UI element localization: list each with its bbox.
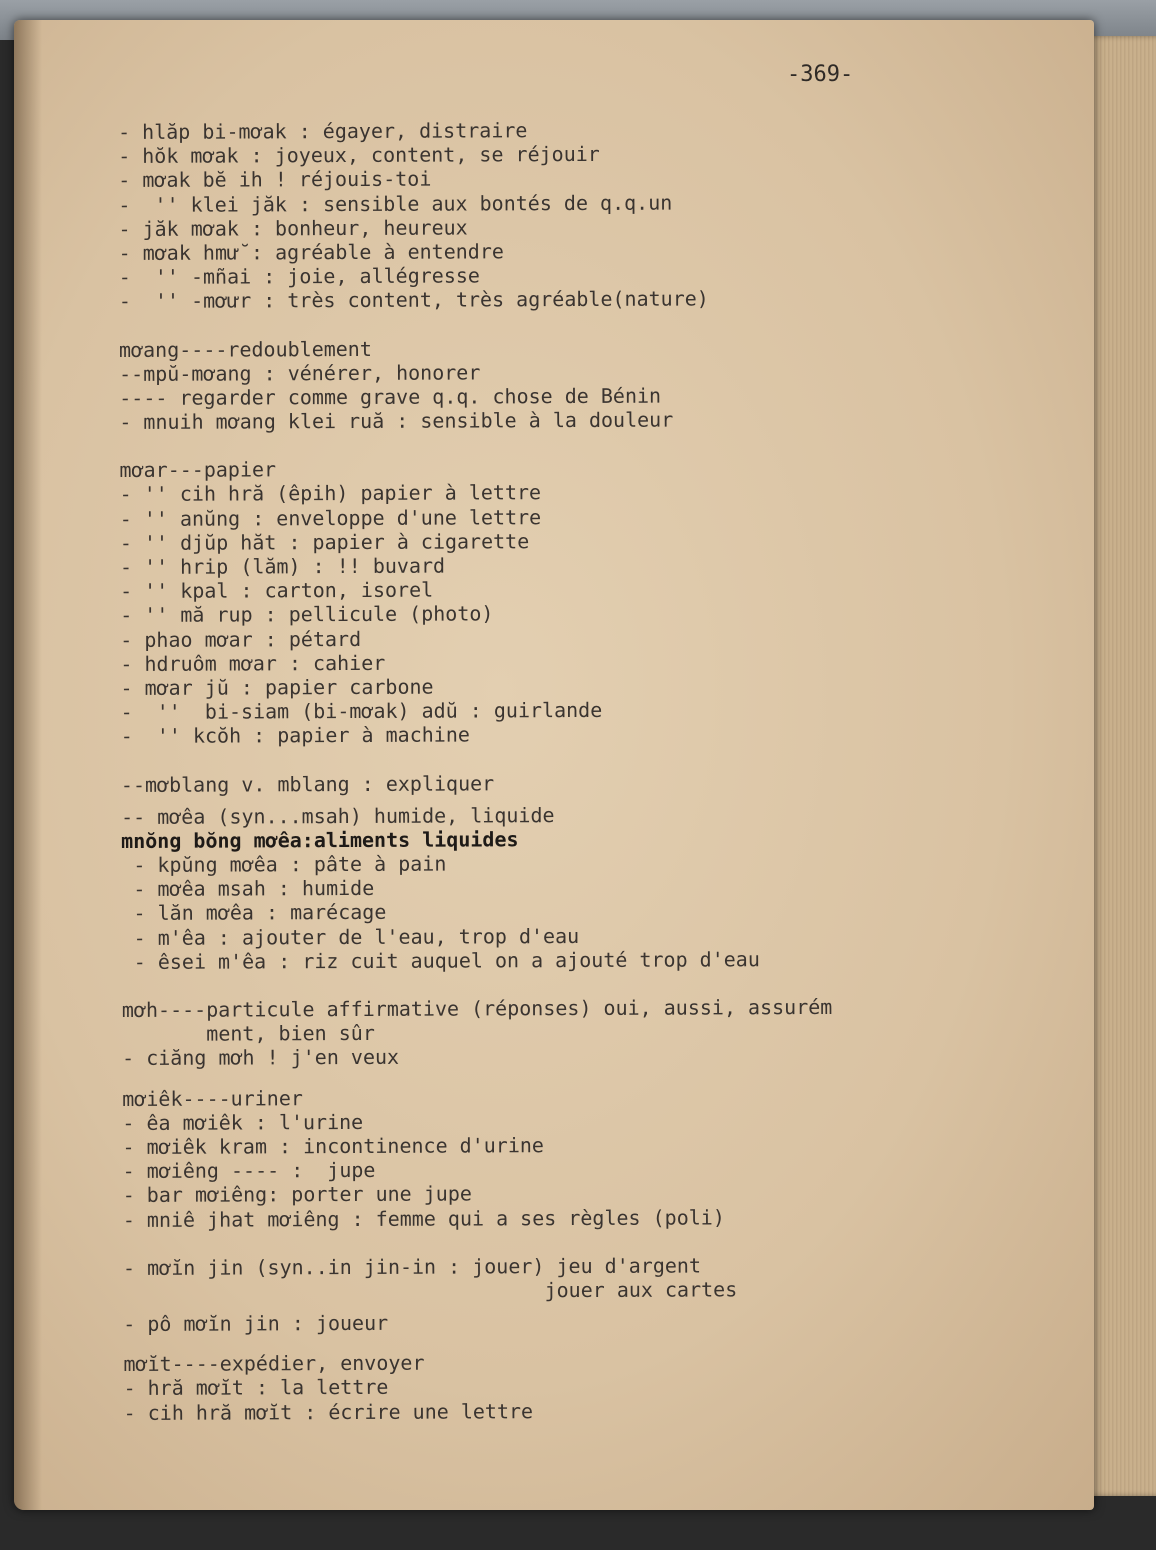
text-line: jouer aux cartes — [123, 1277, 738, 1304]
text-line: - mơĭn jin (syn..in jin-in : jouer) jeu d'argent — [122, 1253, 702, 1280]
text-line: - '' -mơưr : très content, très agréable(nature) — [118, 286, 709, 314]
entry-headword: -- mơêa (syn...msah) humide, liquide — [120, 802, 555, 829]
text-line: - hră mơĭt : la lettre — [123, 1375, 389, 1401]
text-line: ---- regarder comme grave q.q. chose de Bénin — [119, 383, 662, 410]
text-line: - hlăp bi-mơak : égayer, distraire — [118, 118, 528, 144]
text-line: - mnuih mơang klei ruă : sensible à la douleur — [119, 407, 674, 435]
entry-headword: mơiêk----uriner — [122, 1085, 303, 1111]
text-line: - '' klei jăk : sensible aux bontés de q.q.un — [118, 190, 673, 217]
text-line: - '' -mñai : joie, allégresse — [118, 263, 480, 290]
text-line: - m'êa : ajouter de l'eau, trop d'eau — [121, 923, 580, 950]
entry-headword: --mơblang v. mblang : expliquer — [120, 770, 495, 797]
text-line: - '' hrip (lăm) : !! buvard — [119, 553, 446, 579]
spine-shadow — [14, 20, 42, 1510]
text-line: - mniê jhat mơiêng : femme qui a ses règles (poli) — [122, 1204, 725, 1232]
text-line: - mơiêk kram : incontinence d'urine — [122, 1133, 544, 1159]
entry-headword: mơang----redoublement — [118, 336, 372, 362]
text-line: --mpŭ-mơang : vénérer, honorer — [119, 360, 481, 386]
text-line: - '' djŭp hăt : papier à cigarette — [119, 529, 530, 555]
text-line: - '' kpal : carton, isorel — [120, 577, 434, 604]
text-line: - ciăng mơh ! j'en veux — [122, 1045, 400, 1071]
entry-headword: mơĭt----expédier, envoyer — [123, 1350, 425, 1377]
text-line: - cih hră mơĭt : écrire une lettre — [123, 1398, 534, 1425]
text-line: - pô mơĭn jin : joueur — [123, 1310, 389, 1337]
text-line: - bar mơiêng: porter une jupe — [122, 1181, 472, 1208]
text-line: - mơak hmư̆ : agréable à entendre — [118, 239, 504, 265]
text-line: - mơiêng ---- : jupe — [122, 1158, 376, 1184]
entry-headword: mơar---papier — [119, 457, 277, 483]
text-line: - êa mơiêk : l'urine — [122, 1109, 364, 1135]
entry-headword: mơh----particule affirmative (réponses) oui, aussi, assurém — [121, 994, 833, 1022]
text-line: - '' cih hră (êpih) papier à lettre — [119, 480, 542, 507]
dictionary-text — [118, 116, 1024, 1425]
text-line: - jăk mơak : bonheur, heureux — [118, 215, 468, 241]
text-line: - hŏk mơak : joyeux, content, se réjouir — [118, 142, 600, 169]
page-number: -369- — [787, 62, 854, 87]
text-line: - mơêa msah : humide — [121, 876, 375, 902]
text-line: - hdruôm mơar : cahier — [120, 650, 386, 676]
text-line: - kpŭng mơêa : pâte à pain — [121, 851, 447, 878]
text-line: - '' bi-siam (bi-mơak) adŭ : guirlande — [120, 698, 603, 725]
text-line: - lăn mơêa : marécage — [121, 900, 387, 926]
text-line: - '' anŭng : enveloppe d'une lettre — [119, 504, 542, 531]
text-line: - '' mă rup : pellicule (photo) — [120, 601, 494, 628]
text-line: - '' kcŏh : papier à machine — [120, 722, 470, 749]
text-line: ment, bien sûr — [121, 1021, 375, 1047]
text-line: - phao mơar : pétard — [120, 626, 362, 652]
text-line: - mơak bĕ ih ! réjouis-toi — [118, 167, 432, 193]
handwritten-correction: mnŏng bŏng mơêa:aliments liquides — [121, 827, 519, 853]
text-line: - êsei m'êa : riz cuit auquel on a ajouté trop d'eau — [121, 947, 760, 974]
text-line: - mơar jŭ : papier carbone — [120, 674, 434, 700]
